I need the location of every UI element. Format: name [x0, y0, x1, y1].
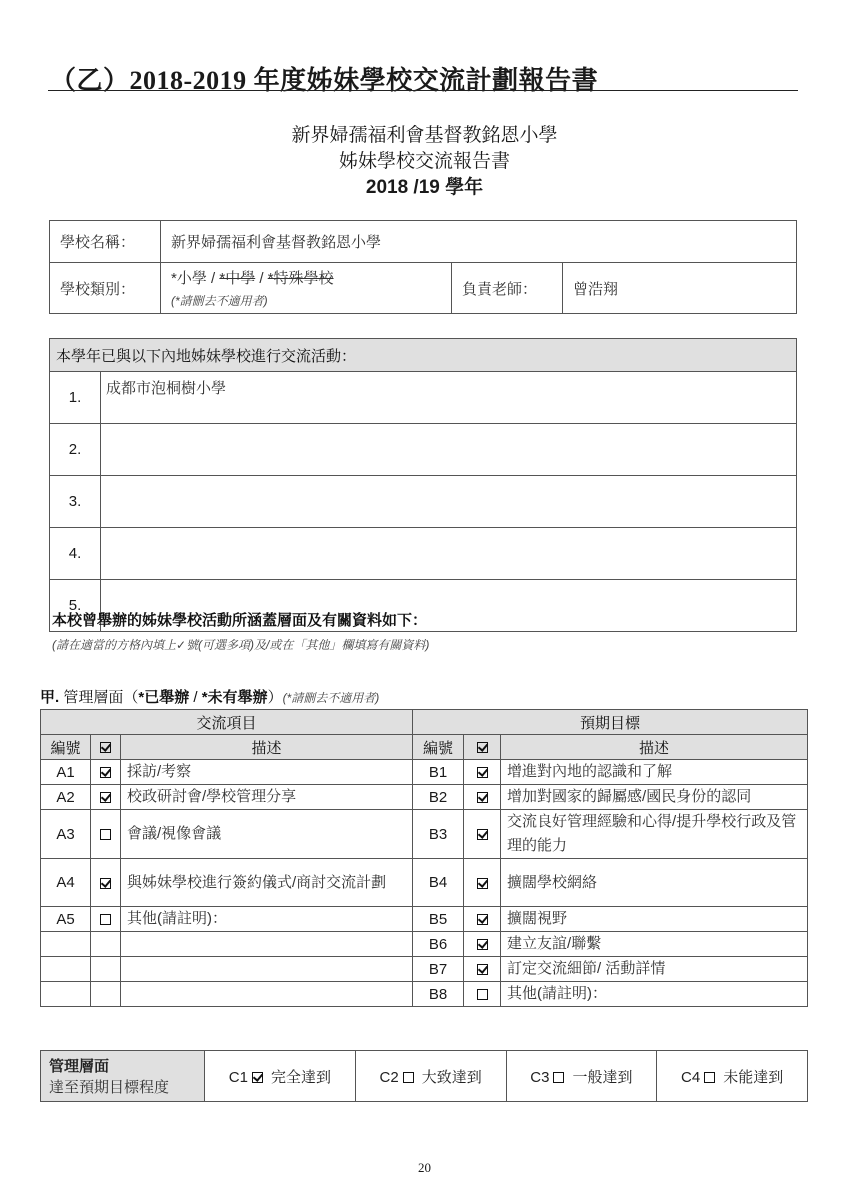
empty-cell[interactable] [91, 932, 121, 957]
checkbox-empty-icon[interactable] [100, 914, 111, 925]
item-code: A4 [41, 859, 91, 907]
item-checkbox[interactable] [91, 785, 121, 810]
item-code: A3 [41, 810, 91, 859]
partner-school-name[interactable] [101, 476, 797, 528]
goal-description: 建立友誼/聯繫 [501, 932, 808, 957]
partners-header: 本學年已與以下內地姊妹學校進行交流活動： [50, 339, 797, 372]
empty-cell[interactable] [41, 957, 91, 982]
goal-checkbox[interactable] [464, 859, 501, 907]
goal-code: B1 [413, 760, 464, 785]
management-table [40, 709, 808, 1007]
col-check-a [91, 735, 121, 760]
empty-cell[interactable] [41, 982, 91, 1007]
school-type-option[interactable]: *特殊學校 [267, 270, 334, 287]
item-checkbox[interactable] [91, 760, 121, 785]
partner-row-number: 3. [50, 476, 101, 528]
goal-checkbox[interactable] [464, 957, 501, 982]
checkbox-empty-icon[interactable] [704, 1072, 715, 1083]
goal-description: 增加對國家的歸屬感/國民身份的認同 [501, 785, 808, 810]
year-heading: 2018 /19 學年 [365, 177, 484, 198]
checkbox-checked-icon[interactable] [100, 878, 111, 889]
item-checkbox[interactable] [91, 907, 121, 932]
checkbox-empty-icon[interactable] [553, 1072, 564, 1083]
school-heading: 新界婦孺福利會基督教銘恩小學 [291, 125, 558, 146]
goal-description: 增進對內地的認識和了解 [501, 760, 808, 785]
school-type-field[interactable]: *小學 / *中學 / *特殊學校 (*請刪去不適用者) [161, 263, 452, 314]
item-code: A5 [41, 907, 91, 932]
item-description: 校政研討會/學校管理分享 [121, 785, 413, 810]
checkbox-checked-icon[interactable] [477, 914, 488, 925]
partner-row-number: 5. [50, 580, 101, 632]
item-checkbox[interactable] [91, 810, 121, 859]
title-underline [48, 90, 798, 91]
goal-code: B4 [413, 859, 464, 907]
management-row [41, 859, 808, 907]
achievement-option-c1[interactable] [205, 1051, 356, 1102]
option-label: 未能達到 [723, 1068, 784, 1086]
goal-code: B8 [413, 982, 464, 1007]
goal-description: 交流良好管理經驗和心得/提升學校行政及管理的能力 [501, 810, 808, 859]
document-title: （乙）2018-2019 年度姊妹學校交流計劃報告書 [50, 66, 599, 95]
item-description: 會議/視像會議 [121, 810, 413, 859]
checkbox-checked-icon[interactable] [252, 1072, 263, 1083]
checkbox-checked-icon[interactable] [100, 792, 111, 803]
goal-code: B7 [413, 957, 464, 982]
item-description: 採訪/考察 [121, 760, 413, 785]
management-section-title: 甲. 管理層面（*已舉辦 / *未有舉辦）(*請刪去不適用者) [40, 689, 380, 706]
goal-description: 擴闊視野 [501, 907, 808, 932]
goal-code: B3 [413, 810, 464, 859]
option-label: 完全達到 [270, 1068, 331, 1086]
partner-school-name[interactable] [101, 424, 797, 476]
partner-schools-table [49, 338, 797, 632]
checkbox-checked-icon[interactable] [477, 878, 488, 889]
goal-checkbox[interactable] [464, 785, 501, 810]
option-label: 大致達到 [421, 1068, 482, 1086]
col-check-b [464, 735, 501, 760]
partner-row-number: 2. [50, 424, 101, 476]
checkbox-checked-icon[interactable] [477, 767, 488, 778]
checkbox-checked-icon[interactable] [477, 829, 488, 840]
partner-school-name[interactable] [101, 528, 797, 580]
col-code-b: 編號 [413, 735, 464, 760]
goal-description: 擴闊學校網絡 [501, 859, 808, 907]
expected-goals-header: 預期目標 [413, 710, 808, 735]
partner-row [50, 372, 797, 424]
empty-cell[interactable] [91, 982, 121, 1007]
school-name-label: 學校名稱： [50, 221, 161, 263]
management-row [41, 907, 808, 932]
achievement-option-c3[interactable] [506, 1051, 657, 1102]
goal-checkbox[interactable] [464, 810, 501, 859]
checkbox-checked-icon[interactable] [477, 939, 488, 950]
item-code: A2 [41, 785, 91, 810]
management-row [41, 957, 808, 982]
option-label: 一般達到 [572, 1068, 633, 1086]
goal-code: B6 [413, 932, 464, 957]
option-code: C4 [681, 1068, 701, 1086]
checkbox-checked-icon [477, 742, 488, 753]
coverage-instruction: (請在適當的方格內填上✓號(可選多項)及/或在「其他」欄填寫有關資料) [52, 638, 430, 652]
goal-checkbox[interactable] [464, 907, 501, 932]
teacher-label: 負責老師： [452, 263, 563, 314]
goal-checkbox[interactable] [464, 932, 501, 957]
teacher-value[interactable]: 曾浩翔 [563, 263, 797, 314]
partner-row [50, 424, 797, 476]
empty-cell[interactable] [41, 932, 91, 957]
checkbox-checked-icon[interactable] [477, 964, 488, 975]
checkbox-checked-icon[interactable] [100, 767, 111, 778]
checkbox-empty-icon[interactable] [477, 989, 488, 1000]
item-description: 與姊妹學校進行簽約儀式/商討交流計劃 [121, 859, 413, 907]
col-desc-b: 描述 [501, 735, 808, 760]
management-row [41, 982, 808, 1007]
achievement-option-c2[interactable] [355, 1051, 506, 1102]
item-checkbox[interactable] [91, 859, 121, 907]
goal-description: 訂定交流細節/ 活動詳情 [501, 957, 808, 982]
empty-cell[interactable] [121, 932, 413, 957]
page-number: 20 [418, 1160, 431, 1175]
partner-row-number: 4. [50, 528, 101, 580]
management-row [41, 760, 808, 785]
partner-school-name[interactable]: 成都市泡桐樹小學 [101, 372, 797, 424]
item-code: A1 [41, 760, 91, 785]
school-info-table [49, 220, 797, 314]
option-code: C2 [379, 1068, 399, 1086]
achievement-option-c4[interactable] [657, 1051, 808, 1102]
item-description: 其他(請註明)： [121, 907, 413, 932]
exchange-items-header: 交流項目 [41, 710, 413, 735]
col-code-a: 編號 [41, 735, 91, 760]
goal-description: 其他(請註明)： [501, 982, 808, 1007]
school-type-option[interactable]: *小學 [171, 270, 207, 287]
goal-checkbox[interactable] [464, 760, 501, 785]
partner-row [50, 476, 797, 528]
empty-cell[interactable] [121, 957, 413, 982]
achievement-label: 管理層面 達至預期目標程度 [41, 1051, 205, 1102]
option-code: C1 [228, 1068, 248, 1086]
empty-cell[interactable] [91, 957, 121, 982]
partner-row-number: 1. [50, 372, 101, 424]
checkbox-checked-icon [100, 742, 111, 753]
school-name-value[interactable]: 新界婦孺福利會基督教銘恩小學 [161, 221, 797, 263]
not-held-option[interactable]: *未有舉辦 [201, 689, 268, 706]
type-note: (*請刪去不適用者) [171, 294, 268, 308]
empty-cell[interactable] [121, 982, 413, 1007]
school-type-label: 學校類別： [50, 263, 161, 314]
management-row [41, 785, 808, 810]
goal-checkbox[interactable] [464, 982, 501, 1007]
management-row [41, 932, 808, 957]
goal-code: B2 [413, 785, 464, 810]
report-heading: 姊妹學校交流報告書 [338, 151, 510, 172]
school-type-option[interactable]: *中學 [219, 270, 256, 287]
goal-code: B5 [413, 907, 464, 932]
achievement-table [40, 1050, 808, 1102]
col-desc-a: 描述 [121, 735, 413, 760]
checkbox-empty-icon[interactable] [100, 829, 111, 840]
checkbox-checked-icon[interactable] [477, 792, 488, 803]
option-code: C3 [530, 1068, 550, 1086]
held-option[interactable]: *已舉辦 [138, 689, 190, 706]
partner-row [50, 528, 797, 580]
management-row [41, 810, 808, 859]
coverage-heading: 本校曾舉辦的姊妹學校活動所涵蓋層面及有關資料如下： [52, 612, 428, 629]
checkbox-empty-icon[interactable] [403, 1072, 414, 1083]
